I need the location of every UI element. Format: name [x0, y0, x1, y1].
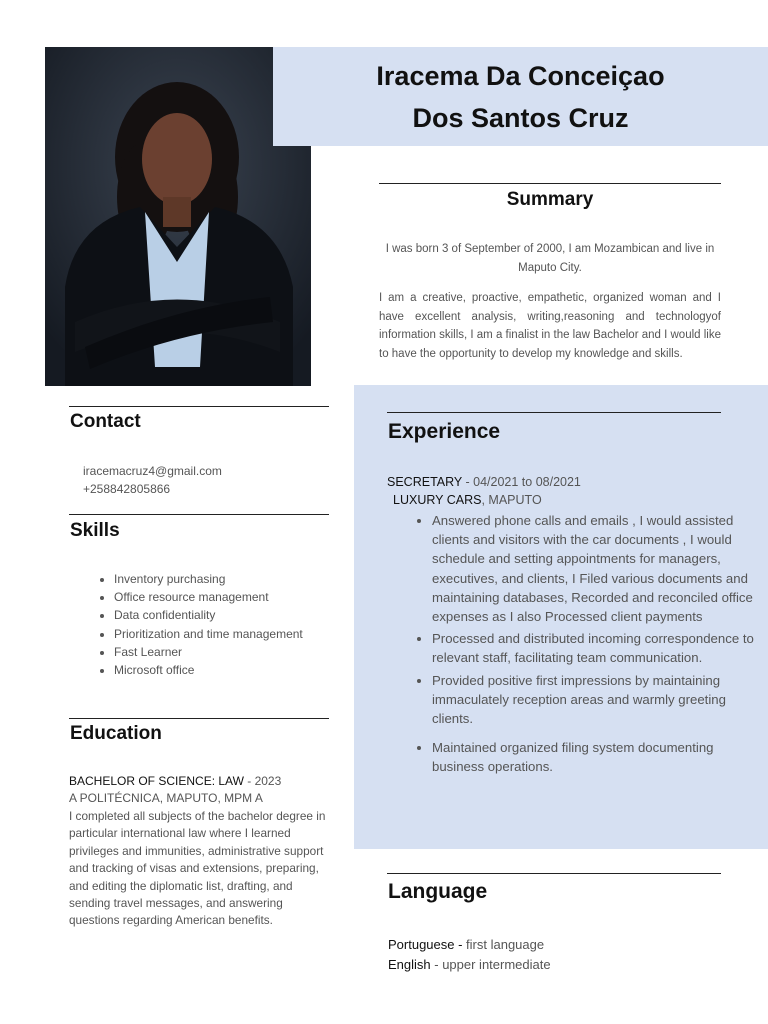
skill-item: • Data confidentiality	[114, 606, 303, 624]
name-line-1: Iracema Da Conceiçao	[376, 61, 665, 91]
language-name: English	[388, 956, 431, 972]
email-text: iracemacruz4@gmail.com	[83, 464, 222, 478]
degree-year: - 2023	[243, 774, 282, 788]
education-entry-header	[69, 773, 329, 807]
experience-bullet: • Provided positive first impressions by maintaining immaculately reception areas and warmly greeting clients.	[432, 671, 762, 729]
job-company-line	[393, 491, 542, 509]
school-text: A POLITÉCNICA, MAPUTO, MPM A	[69, 791, 263, 805]
language-name: Portuguese -	[388, 937, 463, 952]
skill-item: • Inventory purchasing	[114, 570, 303, 588]
skills-heading: Skills	[70, 520, 120, 541]
skill-item: • Office resource management	[114, 588, 303, 606]
degree-text: BACHELOR OF SCIENCE: LAW	[69, 774, 244, 788]
job-title-line	[387, 473, 581, 491]
language-item	[388, 935, 551, 955]
experience-divider	[387, 412, 721, 413]
skill-item: • Microsoft office	[114, 661, 303, 679]
experience-heading: Experience	[388, 420, 501, 443]
skill-item: • Fast Learner	[114, 643, 303, 661]
language-level: - upper intermediate	[430, 956, 551, 972]
full-name	[273, 55, 768, 139]
job-role: SECRETARY	[387, 475, 463, 489]
summary-heading: Summary	[506, 189, 594, 210]
contact-heading: Contact	[70, 411, 141, 432]
language-item	[388, 955, 551, 975]
name-header	[273, 47, 768, 146]
summary-divider	[379, 183, 721, 184]
education-divider	[69, 718, 329, 719]
language-divider	[387, 873, 721, 874]
experience-bullet: • Answered phone calls and emails , I would assisted clients and visitors with the car documents , I would schedule and setting appointments for managers, executives, and clients, I Filed various documents and maintaining databases, Recorded and reconciled office expenses as I also Processed client payments	[432, 511, 762, 626]
language-list	[388, 935, 551, 974]
skills-divider	[69, 514, 329, 515]
summary-paragraph-2: I am a creative, proactive, empathetic, organized woman and I have excellent analysis, writing,reasoning and technologyof information skills, I am a finalist in the law Bachelor and I would like to have the opportunity to develop my knowledge and skills.	[379, 292, 721, 360]
skills-list	[73, 570, 303, 679]
job-dates: - 04/2021 to 08/2021	[462, 475, 581, 489]
contact-details	[83, 462, 222, 498]
experience-bullets	[390, 511, 762, 780]
experience-bullet: • Maintained organized filing system documenting business operations.	[432, 738, 762, 776]
language-heading: Language	[388, 880, 488, 903]
name-line-2: Dos Santos Cruz	[412, 103, 629, 133]
education-description: I completed all subjects of the bachelor degree in particular international law where I learned privileges and immunities, administrative support and tracking of visas and extensions, preparing, and editing the diplomatic list, drafting, and sending travel messages, and answering questions regarding American benefits.	[69, 809, 326, 928]
skill-item: • Prioritization and time management	[114, 625, 303, 643]
summary-paragraph-1: I was born 3 of September of 2000, I am Mozambican and live in Maputo City.	[385, 243, 715, 274]
job-location: , MAPUTO	[481, 493, 542, 507]
experience-bullet: • Processed and distributed incoming correspondence to relevant staff, facilitating team communication.	[432, 629, 762, 667]
profile-photo	[45, 47, 311, 386]
job-company: LUXURY CARS	[393, 493, 482, 507]
phone-text: +258842805866	[83, 482, 171, 496]
language-level: first language	[462, 937, 545, 952]
education-heading: Education	[70, 723, 162, 744]
contact-divider	[69, 406, 329, 407]
